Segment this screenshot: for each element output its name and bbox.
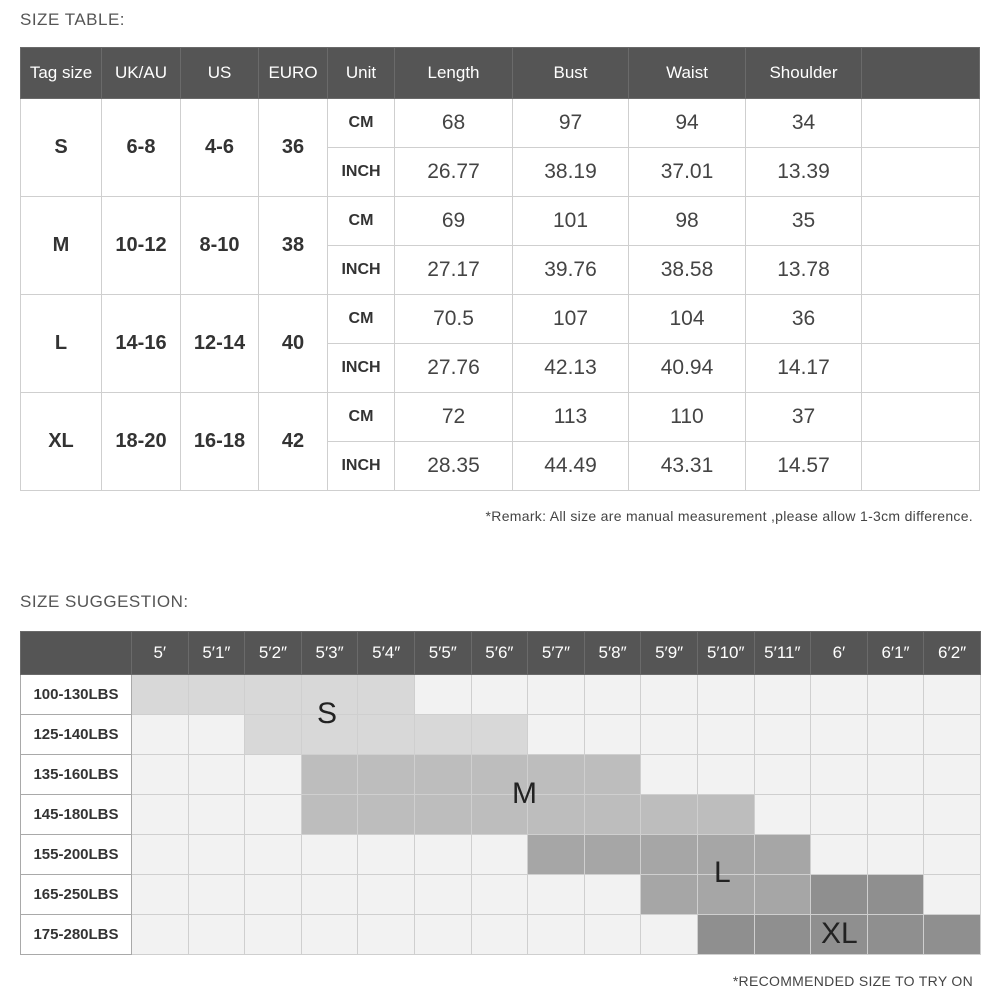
tag-size-cell: XL [21,393,102,491]
grid-cell-empty [641,755,698,795]
weight-label: 175-280LBS [21,915,132,955]
grid-cell-empty [188,755,245,795]
measure-cell: 42.13 [513,344,629,393]
weight-label: 165-250LBS [21,875,132,915]
grid-cell-empty [641,915,698,955]
grid-cell-empty [811,835,868,875]
measure-cell: 72 [395,393,513,442]
grid-cell-empty [358,875,415,915]
uk-au-cell: 6-8 [102,99,181,197]
grid-cell-empty [584,675,641,715]
measure-cell: 104 [629,295,746,344]
grid-cell-empty [132,715,189,755]
blank-cell [862,99,980,148]
header-shoulder: Shoulder [746,48,862,99]
unit-cell: INCH [328,246,395,295]
header-euro: EURO [259,48,328,99]
uk-au-cell: 18-20 [102,393,181,491]
measure-cell: 97 [513,99,629,148]
blank-cell [862,197,980,246]
size-row-cm [21,393,980,442]
grid-cell-m [414,755,471,795]
grid-cell-s [245,715,302,755]
size-row-cm [21,99,980,148]
grid-cell-empty [754,755,811,795]
measure-cell: 13.39 [746,148,862,197]
grid-cell-empty [924,875,981,915]
grid-cell-empty [754,715,811,755]
euro-cell: 40 [259,295,328,393]
header-blank [862,48,980,99]
measure-cell: 38.58 [629,246,746,295]
grid-cell-empty [867,675,924,715]
measure-cell: 98 [629,197,746,246]
grid-cell-empty [471,675,528,715]
grid-cell-empty [188,835,245,875]
grid-cell-empty [188,915,245,955]
grid-cell-s [301,715,358,755]
measure-cell: 69 [395,197,513,246]
grid-cell-xl [811,875,868,915]
measure-cell: 110 [629,393,746,442]
unit-cell: CM [328,393,395,442]
unit-cell: CM [328,99,395,148]
height-header: 5′6″ [471,632,528,675]
tag-size-cell: L [21,295,102,393]
grid-cell-m [301,795,358,835]
height-header: 6′2″ [924,632,981,675]
tag-size-cell: S [21,99,102,197]
zone-label-l: L [714,856,731,889]
measure-cell: 27.17 [395,246,513,295]
grid-cell-s [245,675,302,715]
us-cell: 16-18 [181,393,259,491]
grid-cell-empty [697,755,754,795]
grid-cell-empty [471,915,528,955]
height-header: 5′9″ [641,632,698,675]
grid-cell-empty [924,795,981,835]
size-row-cm [21,197,980,246]
euro-cell: 42 [259,393,328,491]
measure-cell: 43.31 [629,442,746,491]
size-table-header-row [21,48,980,99]
grid-cell-empty [697,675,754,715]
size-suggestion-title: SIZE SUGGESTION: [20,592,189,611]
weight-label: 145-180LBS [21,795,132,835]
grid-cell-l [754,835,811,875]
zone-label-xl: XL [821,917,858,950]
grid-cell-empty [584,875,641,915]
grid-cell-empty [528,675,585,715]
zone-label-s: S [317,697,338,730]
grid-cell-s [471,715,528,755]
grid-cell-empty [924,835,981,875]
blank-cell [862,148,980,197]
unit-cell: INCH [328,344,395,393]
grid-cell-empty [471,875,528,915]
grid-cell-xl [754,915,811,955]
grid-cell-empty [584,915,641,955]
grid-cell-m [584,795,641,835]
header-tag-size: Tag size [21,48,102,99]
weight-row [21,795,981,835]
grid-cell-empty [584,715,641,755]
grid-cell-empty [471,835,528,875]
height-header: 5′ [132,632,189,675]
grid-cell-empty [414,915,471,955]
zone-label-m: M [512,777,537,810]
grid-cell-l [697,835,754,875]
measure-cell: 40.94 [629,344,746,393]
grid-cell-empty [301,835,358,875]
grid-cell-s [414,715,471,755]
measure-cell: 28.35 [395,442,513,491]
grid-cell-empty [754,795,811,835]
grid-cell-l [754,875,811,915]
height-header-row [21,632,981,675]
measure-cell: 26.77 [395,148,513,197]
grid-cell-m [358,795,415,835]
unit-cell: INCH [328,442,395,491]
measure-cell: 101 [513,197,629,246]
measure-cell: 34 [746,99,862,148]
grid-cell-xl [867,875,924,915]
weight-row [21,835,981,875]
grid-cell-empty [245,915,302,955]
grid-cell-s [188,675,245,715]
grid-cell-empty [245,835,302,875]
grid-cell-empty [132,875,189,915]
grid-cell-empty [301,875,358,915]
measure-cell: 68 [395,99,513,148]
blank-cell [862,344,980,393]
grid-cell-l [641,835,698,875]
header-bust: Bust [513,48,629,99]
measure-cell: 107 [513,295,629,344]
grid-cell-m [584,755,641,795]
us-cell: 12-14 [181,295,259,393]
height-header: 5′11″ [754,632,811,675]
weight-label: 135-160LBS [21,755,132,795]
grid-cell-empty [132,835,189,875]
euro-cell: 36 [259,99,328,197]
grid-cell-empty [528,715,585,755]
measure-cell: 37 [746,393,862,442]
size-table-remark: *Remark: All size are manual measurement ,please allow 1-3cm difference. [485,508,973,524]
grid-cell-empty [641,675,698,715]
grid-cell-empty [528,915,585,955]
grid-cell-m [641,795,698,835]
grid-cell-s [358,715,415,755]
measure-cell: 27.76 [395,344,513,393]
grid-cell-empty [188,715,245,755]
grid-cell-empty [414,675,471,715]
corner-cell [21,632,132,675]
height-header: 5′1″ [188,632,245,675]
grid-cell-empty [358,835,415,875]
measure-cell: 39.76 [513,246,629,295]
us-cell: 4-6 [181,99,259,197]
grid-cell-empty [358,915,415,955]
measure-cell: 44.49 [513,442,629,491]
blank-cell [862,393,980,442]
grid-cell-empty [641,715,698,755]
weight-label: 100-130LBS [21,675,132,715]
unit-cell: CM [328,197,395,246]
weight-row [21,715,981,755]
grid-cell-xl [924,915,981,955]
header-unit: Unit [328,48,395,99]
grid-cell-l [584,835,641,875]
header-waist: Waist [629,48,746,99]
grid-cell-empty [867,835,924,875]
weight-row [21,915,981,955]
header-length: Length [395,48,513,99]
grid-cell-empty [811,715,868,755]
grid-cell-m [528,795,585,835]
measure-cell: 13.78 [746,246,862,295]
grid-cell-m [301,755,358,795]
size-row-cm [21,295,980,344]
measure-cell: 36 [746,295,862,344]
weight-row [21,675,981,715]
grid-cell-empty [414,875,471,915]
euro-cell: 38 [259,197,328,295]
height-header: 5′7″ [528,632,585,675]
grid-cell-l [697,875,754,915]
grid-cell-empty [188,795,245,835]
weight-row [21,875,981,915]
size-table-title: SIZE TABLE: [20,10,126,29]
size-suggestion-grid [20,631,981,955]
grid-cell-s [358,675,415,715]
us-cell: 8-10 [181,197,259,295]
grid-cell-empty [754,675,811,715]
measure-cell: 14.17 [746,344,862,393]
measure-cell: 14.57 [746,442,862,491]
measure-cell: 37.01 [629,148,746,197]
grid-cell-empty [132,755,189,795]
blank-cell [862,442,980,491]
grid-cell-empty [697,715,754,755]
grid-cell-m [471,795,528,835]
height-header: 5′2″ [245,632,302,675]
weight-row [21,755,981,795]
grid-cell-xl [811,915,868,955]
measure-cell: 38.19 [513,148,629,197]
grid-cell-empty [924,675,981,715]
grid-cell-m [414,795,471,835]
grid-cell-empty [245,875,302,915]
grid-cell-empty [867,715,924,755]
height-header: 6′1″ [867,632,924,675]
grid-cell-m [697,795,754,835]
grid-cell-empty [414,835,471,875]
grid-cell-s [301,675,358,715]
grid-cell-empty [301,915,358,955]
blank-cell [862,246,980,295]
height-header: 5′3″ [301,632,358,675]
grid-cell-empty [245,755,302,795]
uk-au-cell: 14-16 [102,295,181,393]
header-us: US [181,48,259,99]
grid-cell-xl [697,915,754,955]
grid-cell-empty [132,915,189,955]
grid-cell-empty [188,875,245,915]
unit-cell: INCH [328,148,395,197]
grid-cell-empty [811,675,868,715]
grid-cell-empty [924,715,981,755]
grid-cell-l [641,875,698,915]
tag-size-cell: M [21,197,102,295]
unit-cell: CM [328,295,395,344]
size-table [20,47,980,491]
height-header: 5′8″ [584,632,641,675]
measure-cell: 94 [629,99,746,148]
height-header: 6′ [811,632,868,675]
grid-cell-empty [132,795,189,835]
grid-cell-m [528,755,585,795]
grid-cell-empty [528,875,585,915]
grid-cell-l [528,835,585,875]
height-header: 5′4″ [358,632,415,675]
grid-cell-empty [924,755,981,795]
measure-cell: 113 [513,393,629,442]
grid-cell-empty [811,795,868,835]
measure-cell: 70.5 [395,295,513,344]
grid-cell-empty [867,755,924,795]
measure-cell: 35 [746,197,862,246]
grid-cell-empty [867,795,924,835]
height-header: 5′5″ [414,632,471,675]
grid-cell-empty [245,795,302,835]
recommend-note: *RECOMMENDED SIZE TO TRY ON [732,973,973,989]
grid-cell-empty [811,755,868,795]
weight-label: 125-140LBS [21,715,132,755]
blank-cell [862,295,980,344]
height-header: 5′10″ [697,632,754,675]
header-uk-au: UK/AU [102,48,181,99]
grid-cell-s [132,675,189,715]
grid-cell-m [471,755,528,795]
weight-label: 155-200LBS [21,835,132,875]
grid-cell-m [358,755,415,795]
grid-cell-xl [867,915,924,955]
uk-au-cell: 10-12 [102,197,181,295]
